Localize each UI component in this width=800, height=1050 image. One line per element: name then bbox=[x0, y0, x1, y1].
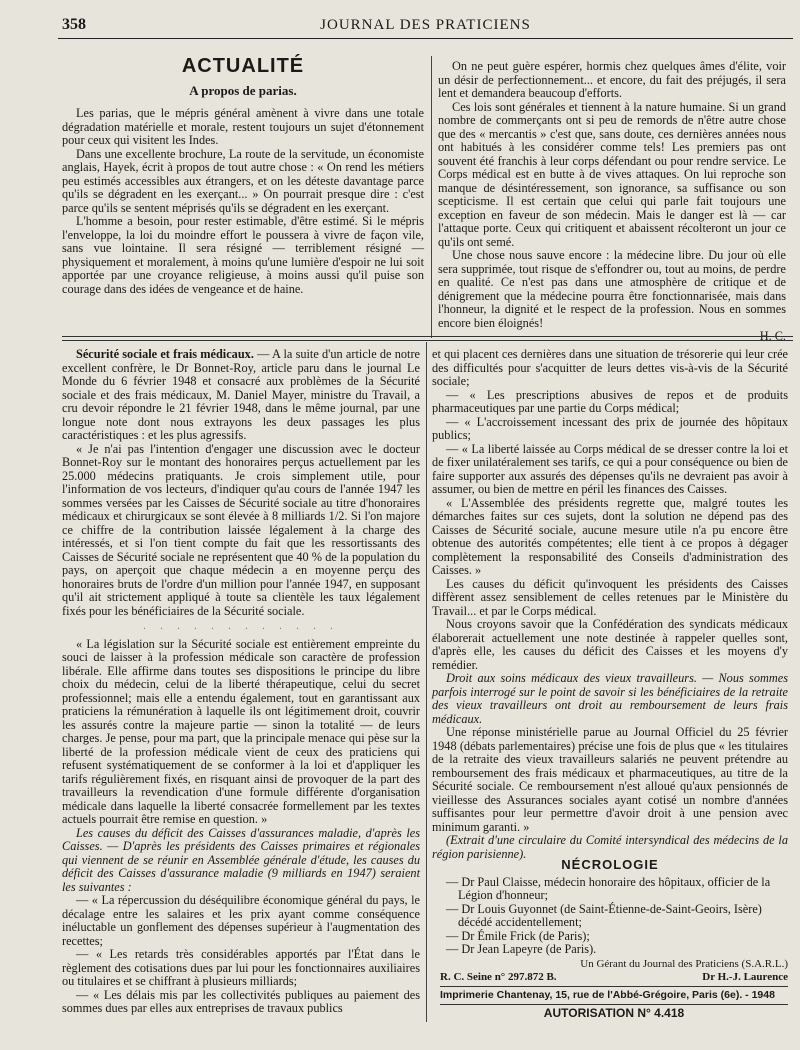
paragraph: — « Les retards très considérables apportés par l'État dans le règlement des cotisations dues par lui pour les fonctionnaires auxiliaires ou titulaires et se chiffrant à plusieurs milliards; bbox=[62, 947, 420, 988]
paragraph: — « Les délais mis par les collectivités publiques au paiement des sommes dues par elles aux entreprises de travaux publics bbox=[62, 987, 420, 1015]
obituary-entry: — Dr Louis Guyonnet (de Saint-Étienne-de-Saint-Geoirs, Isère) décédé accidentellement; bbox=[446, 901, 762, 929]
securite-sociale-article bbox=[62, 348, 420, 1020]
journal-title: JOURNAL DES PRATICIENS bbox=[320, 17, 531, 33]
securite-sociale-continuation bbox=[432, 348, 788, 868]
actualite-continuation bbox=[438, 59, 786, 343]
page-header bbox=[58, 14, 793, 39]
paragraph: (Extrait d'une circulaire du Comité intersyndical des médecins de la région parisienne). bbox=[432, 833, 788, 861]
director-name: Dr H.-J. Laurence bbox=[702, 971, 788, 983]
paragraph: « La législation sur la Sécurité sociale est entièrement empreinte du souci de laisser à la profession médicale son caractère de profession libérale. Elle affirme dans toutes ses dispositions le principe du libre choix du médecin, celui de la liberté thérapeutique, celui du secret professionnel; mais elle a entendu également, tout en garantissant aux praticiens la rémunération à laquelle ils ont légitimement droit, couvrir les assurés contre la majeure partie — sinon la totalité — de leurs charges. Je pense, pour ma part, que la principale menace qui pèse sur la liberté de la profession médicale vient de ceux des praticiens qui refusent systématiquement de se conformer à la loi et d'appliquer les tarifs régulièrement fixés, en risquant ainsi de provoquer de la part des travailleurs la revendication d'une formule différente d'organisation médicale dans laquelle la liberté consacrée formellement par les textes actuels pourrait être remise en question. » bbox=[62, 636, 420, 826]
paragraph: On ne peut guère espérer, hormis chez quelques âmes d'élite, voir un désir de perfectionnement... et encore, du fait des préjugés, il sera lent et demandera beaucoup d'efforts. bbox=[438, 59, 786, 100]
paragraph: et qui placent ces dernières dans une situation de trésorerie qui leur crée des difficultés pour s'acquitter de leurs dettes vis-à-vis de la Sécurité sociale; bbox=[432, 347, 788, 388]
paragraph: L'homme a besoin, pour rester estimable, d'être estimé. Si le mépris l'enveloppe, la loi du moindre effort le poussera à vivre de façon vile, sans vue lointaine. Il sera résigné — terriblement résigné — physiquement et moralement, à moins qu'une lumière d'espoir ne lui soit apportée par une croyance religieuse, à moins aussi qu'il puise son courage dans des idées de vengeance et de haine. bbox=[62, 214, 424, 296]
paragraph: « Je n'ai pas l'intention d'engager une discussion avec le docteur Bonnet-Roy sur le montant des honoraires perçus actuellement par les 25.000 médecins pratiquants. Je crois simplement utile, pour l'information de vos lecteurs, d'indiquer qu'au cours de l'année 1947 les sommes versées par les Caisses de Sécurité sociale au titre d'honoraires médicaux et chirurgicaux se sont élevée à 8 milliards 1/2. Si l'on majore ce chiffre de la contribution laissée légalement à la charge des intéressés, et si l'on tient compte du fait que les ressortissants des Caisses de Sécurité sociale ne représentent que 40 % de la population du pays, on aperçoit que chaque médecin a en moyenne perçu des honoraires bruts de l'ordre d'un million pour l'année 1947, en supposant qu'il ait strictement appliqué à toute sa clientèle les taux légalement fixés pour les bénéficiaires de la Sécurité sociale. bbox=[62, 441, 420, 618]
paragraph: — « Les prescriptions abusives de repos et de produits pharmaceutiques par une partie du Corps médical; bbox=[432, 387, 788, 415]
section-title-actualite: ACTUALITÉ bbox=[181, 55, 305, 77]
paragraph: Les causes du déficit des Caisses d'assurances maladie, d'après les Caisses. — D'après les présidents des Caisses primaires et régionales qui viennent de se réunir en Assemblée générale d'étude, les causes du déficit des Caisses d'assurance maladie (9 milliards en 1947) seraient les suivantes : bbox=[62, 825, 420, 894]
article-heading-securite: Sécurité sociale et frais médicaux. bbox=[76, 347, 254, 361]
necrologie-section bbox=[432, 857, 788, 956]
column-divider-bottom bbox=[426, 342, 427, 1022]
rc-number: R. C. Seine n° 297.872 B. bbox=[440, 971, 557, 983]
imprint-block bbox=[440, 958, 788, 1020]
paragraph: Ces lois sont générales et tiennent à la nature humaine. Si un grand nombre de commerçants ont si peu de remords de n'être autre chose que des « mercantis » c'est que, sans doute, ces dernières années nous ont habitués à les considérer comme tels! Les premiers pas ont souvent été franchis à leur corps défendant ou pour rendre service. Le Corps médical est en butte à de vives attaques. On lui reproche son manque de désintéressement, son ignorance, sa suffisance ou son scepticisme. Il est certain que celui qui parle fait toujours une exception en faveur de son médecin. Mais le danger est là — car l'attaque porte. Ceux qui critiquent et abaissent récolteront un jour ce qu'ils ont semé. bbox=[438, 99, 786, 249]
author-signature: H. C. bbox=[759, 329, 786, 343]
paragraph: Une chose nous sauve encore : la médecine libre. Du jour où elle sera supprimée, tout risque de s'effondrer ou, tout au moins, de perdre en qualité. Ce n'est pas dans une atmosphère de critique et de dénigrement que la médecine pourra être fonctionnarisée, mais dans l'honneur, la dignité et le respect de la profession. Nous en sommes encore bien éloignés! bbox=[438, 248, 786, 330]
paragraph: Droit aux soins médicaux des vieux travailleurs. — Nous sommes parfois interrogé sur le point de savoir si les bénéficiaires de la retraite des vieux travailleurs ont droit au remboursement de leurs frais médicaux. bbox=[432, 671, 788, 726]
article-subtitle-parias: A propos de parias. bbox=[189, 82, 297, 98]
gerant-line: Un Gérant du Journal des Praticiens (S.A.R.L.) bbox=[580, 958, 788, 970]
paragraph: Les causes du déficit qu'invoquent les présidents des Caisses diffèrent assez sensiblement de celles retenues par le Ministère du Travail... et par le Corps médical. bbox=[432, 576, 788, 618]
paragraph: — A la suite d'un article de notre excellent confrère, le Dr Bonnet-Roy, article paru dans le journal Le Monde du 6 février 1948 et consacré aux problèmes de la Sécurité sociale et des frais médicaux, M. Daniel Mayer, ministre du Travail, a cru devoir répondre le 21 février 1948, dans le même journal, par une longue note dont nous extrayons les deux passages les plus caractéristiques : et les plus agressifs. bbox=[62, 347, 421, 442]
section-title-necrologie: NÉCROLOGIE bbox=[561, 857, 659, 872]
imprint-row bbox=[440, 971, 788, 984]
paragraph: Une réponse ministérielle parue au Journal Officiel du 25 février 1948 (débats parlementaires) précise une fois de plus que « les titulaires de la retraite des vieux travailleurs salariés ne peuvent prétendre au remboursement des frais médicaux et pharmaceutiques, au titre de la Sécurité sociale. Ce remboursement n'est alloué qu'aux pensionnés de vieillesse des Assurances sociales ayant cotisé un nombre d'années suffisantes pour leur permettre d'avoir droit à une pension avec minimum garanti. » bbox=[432, 725, 788, 834]
obituary-entry: — Dr Jean Lapeyre (de Paris). bbox=[446, 942, 597, 956]
section-separator bbox=[62, 340, 793, 341]
printer-line: Imprimerie Chantenay, 15, rue de l'Abbé-Grégoire, Paris (6e). - 1948 bbox=[440, 986, 788, 1002]
paragraph: — « L'accroissement incessant des prix de journée des hôpitaux publics; bbox=[432, 414, 788, 442]
section-separator bbox=[62, 336, 793, 337]
authorisation-number: AUTORISATION N° 4.418 bbox=[440, 1004, 788, 1020]
paragraph: — « La liberté laissée au Corps médical de se dresser contre la loi et de fixer unilatéralement ses tarifs, ce qui a pour conséquence ou bien de faire supporter aux assurés des dépenses qu'ils ne devraient pas avoir à assumer, ou bien de mettre en péril les finances des Caisses. bbox=[432, 441, 788, 496]
paragraph: « L'Assemblée des présidents regrette que, malgré toutes les démarches faites sur ces sujets, dont la solution ne dépend pas des Caisses de Sécurité sociale, aucune mesure utile n'a pu encore être obtenue des autorités compétentes; elle tient à ce propos à dégager complètement la responsabilité des Conseils d'administration des Caisses. » bbox=[432, 495, 788, 577]
separator-dots: . . . . . . . . . . . . bbox=[143, 621, 339, 632]
paragraph: Nous croyons savoir que la Confédération des syndicats médicaux élaborerait actuellement une note destinée à rappeler quelles sont, d'après elle, les causes du déficit des Caisses et les moyens d'y remédier. bbox=[432, 617, 788, 672]
paragraph: Les parias, que le mépris général amènent à vivre dans une totale dégradation matérielle et morale, restent toujours un sujet d'étonnement pour ceux qui visitent les Indes. bbox=[62, 106, 424, 147]
obituary-entry: — Dr Émile Frick (de Paris); bbox=[446, 928, 590, 943]
column-divider-top bbox=[431, 56, 432, 338]
paragraph: — « La répercussion du déséquilibre économique général du pays, le décalage entre les salaires et les prix ayant comme conséquence inéluctable un gonflement des dépenses supérieur à l'augmentation des recettes; bbox=[62, 893, 420, 948]
paragraph: Dans une excellente brochure, La route de la servitude, un économiste anglais, Hayek, écrit à propos de tout autre chose : « On rend les métiers peu estimés accessibles aux étrangers, et on les déteste davantage parce qu'ils se dégradent en les exerçant... » On pourrait presque dire : c'est parce qu'ils se sentent méprisés qu'ils se dégradent en les exerçant. bbox=[62, 146, 424, 215]
page-number: 358 bbox=[62, 16, 86, 33]
actualite-section bbox=[62, 52, 424, 332]
obituary-entry: — Dr Paul Claisse, médecin honoraire des hôpitaux, officier de la Légion d'honneur; bbox=[446, 874, 771, 902]
